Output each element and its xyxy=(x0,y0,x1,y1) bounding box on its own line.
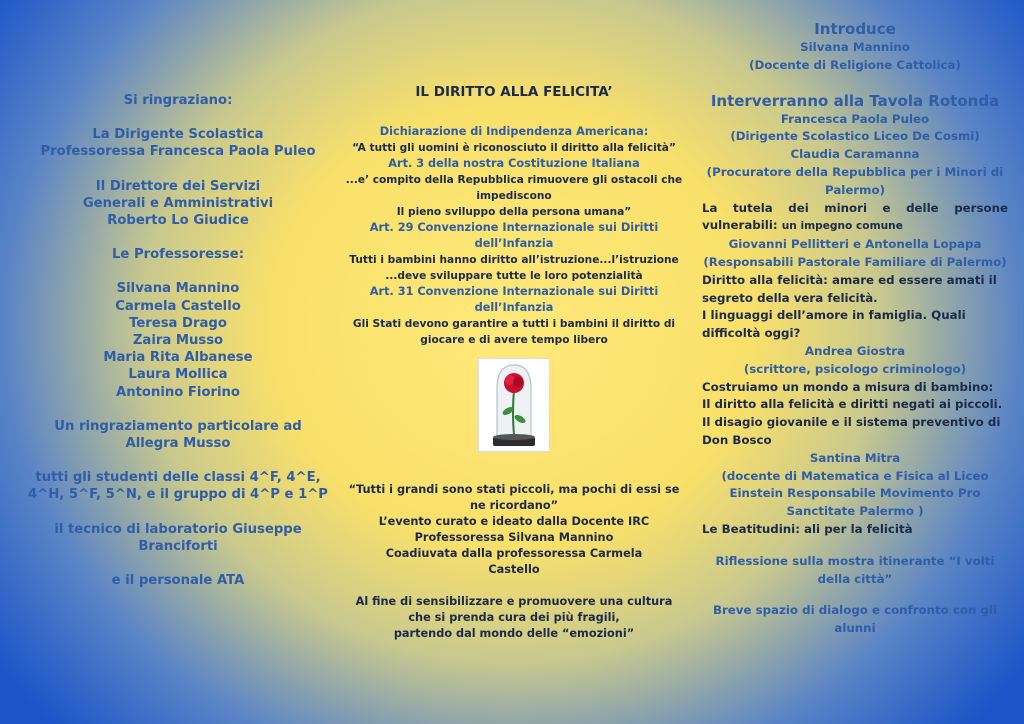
direttore-name: Roberto Lo Giudice xyxy=(107,213,249,229)
ata-staff: e il personale ATA xyxy=(111,573,245,589)
teacher-name: Zaira Musso xyxy=(132,333,224,349)
art31-title: Art. 31 Convenzione Internazionale sui Diritti dell’Infanzia xyxy=(369,285,659,314)
aim-text-2: partendo dal mondo delle “emozioni” xyxy=(393,627,635,640)
special-thanks-name: Allegra Musso xyxy=(125,436,231,452)
rose-in-glass-image xyxy=(478,358,550,452)
page-title: IL DIRITTO ALLA FELICITA’ xyxy=(415,84,613,100)
speaker-name: Francesca Paola Puleo xyxy=(780,111,930,126)
event-line-3: Coadiuvata dalla professoressa Carmela xyxy=(385,547,643,560)
intro-name: Silvana Mannino xyxy=(800,40,910,54)
speaker-role: (Dirigente Scolastico Liceo De Cosmi) xyxy=(730,129,980,144)
art3-text-2: Il pieno sviluppo della persona umana” xyxy=(396,206,632,218)
speaker-name: Andrea Giostra xyxy=(804,343,906,358)
special-thanks-line: Un ringraziamento particolare ad xyxy=(54,418,302,434)
teachers-title: Le Professoresse: xyxy=(112,247,244,263)
reflection-note: Riflessione sulla mostra itinerante “I volti della città” xyxy=(715,553,995,586)
speaker-topic-part: un impegno comune xyxy=(781,220,903,233)
direttore-role-2: Generali e Amministrativi xyxy=(82,195,274,211)
declaration-text: “A tutti gli uomini è riconosciuto il diritto alla felicità” xyxy=(352,142,676,154)
speaker-name: Giovanni Pellitteri e Antonella Lopapa xyxy=(728,237,982,252)
art3-text: ...e’ compito della Repubblica rimuovere gli ostacoli che impediscono xyxy=(345,174,683,202)
speaker-topic: Le Beatitudini: ali per la felicità xyxy=(702,521,913,536)
technician-line-1: il tecnico di laboratorio Giuseppe xyxy=(54,521,302,537)
speaker-name: Claudia Caramanna xyxy=(790,147,920,162)
teacher-name: Antonino Fiorino xyxy=(116,384,240,400)
art3-title: Art. 3 della nostra Costituzione Italiana xyxy=(388,157,640,170)
quote: “Tutti i grandi sono stati piccoli, ma pochi di essi se ne ricordano” xyxy=(348,483,680,512)
aim-text: Al fine di sensibilizzare e promuovere una cultura che si prenda cura dei più fragili, xyxy=(355,595,673,624)
teacher-name: Carmela Castello xyxy=(115,298,241,314)
event-line-4: Castello xyxy=(488,563,540,576)
speaker-role: (docente di Matematica e Fisica al Liceo Einstein Responsabile Movimento Pro Sanctitate Palermo ) xyxy=(721,468,989,519)
speaker-topic: Il diritto alla felicità e diritti negati ai piccoli. xyxy=(702,397,1003,412)
art31-text: Gli Stati devono garantire a tutti i bambini il diritto di giocare e di avere tempo libero xyxy=(352,318,676,346)
dirigente-name: Professoressa Francesca Paola Puleo xyxy=(40,144,316,160)
declaration-title: Dichiarazione di Indipendenza Americana: xyxy=(379,125,649,138)
thanks-title: Si ringraziano: xyxy=(123,93,233,108)
speaker-name: Santina Mitra xyxy=(809,450,901,465)
teacher-name: Maria Rita Albanese xyxy=(103,350,253,366)
direttore-role-1: Il Direttore dei Servizi xyxy=(95,178,261,194)
speaker-topic-part: La tutela dei minori e delle persone vulnerabili: xyxy=(702,200,1008,233)
round-table-title: Interverranno alla Tavola Rotonda xyxy=(710,91,1000,110)
right-column xyxy=(702,19,1008,638)
speaker-topic: I linguaggi dell’amore in famiglia. Quali difficoltà oggi? xyxy=(702,308,966,341)
middle-column xyxy=(344,84,684,642)
speaker-topic: Il disagio giovanile e il sistema preventivo di Don Bosco xyxy=(702,415,1001,447)
art29-title: Art. 29 Convenzione Internazionale sui Diritti dell’Infanzia xyxy=(369,221,659,250)
speaker-topic: Diritto alla felicità: amare ed essere amati il segreto della vera felicità. xyxy=(702,272,997,305)
speaker-role: (Procuratore della Repubblica per i Minori di Palermo) xyxy=(706,164,1004,197)
speaker-role: (scrittore, psicologo criminologo) xyxy=(743,361,967,376)
students-line-1: tutti gli studenti delle classi 4^F, 4^E, xyxy=(35,470,321,486)
intro-role: (Docente di Religione Cattolica) xyxy=(749,57,961,72)
speaker-topic xyxy=(702,200,1008,237)
speaker-topic: Costruiamo un mondo a misura di bambino: xyxy=(702,379,994,394)
dialogue-note: Breve spazio di dialogo e confronto con gli alunni xyxy=(712,603,998,636)
teacher-name: Silvana Mannino xyxy=(116,281,240,297)
speaker-role: (Responsabili Pastorale Familiare di Palermo) xyxy=(703,254,1007,269)
event-line-2: Professoressa Silvana Mannino xyxy=(414,531,614,544)
teacher-name: Teresa Drago xyxy=(129,315,227,331)
event-line-1: L’evento curato e ideato dalla Docente IRC xyxy=(378,515,650,528)
intro-title: Introduce xyxy=(814,20,896,38)
left-column xyxy=(14,92,342,589)
technician-line-2: Branciforti xyxy=(138,538,218,554)
dirigente-role: La Dirigente Scolastica xyxy=(92,127,264,143)
students-line-2: 4^H, 5^F, 5^N, e il gruppo di 4^P e 1^P xyxy=(28,487,328,503)
art29-text: Tutti i bambini hanno diritto all’istruzione...l’istruzione ...deve sviluppare tutte le loro potenzialità xyxy=(349,254,679,282)
teacher-name: Laura Mollica xyxy=(128,367,228,383)
